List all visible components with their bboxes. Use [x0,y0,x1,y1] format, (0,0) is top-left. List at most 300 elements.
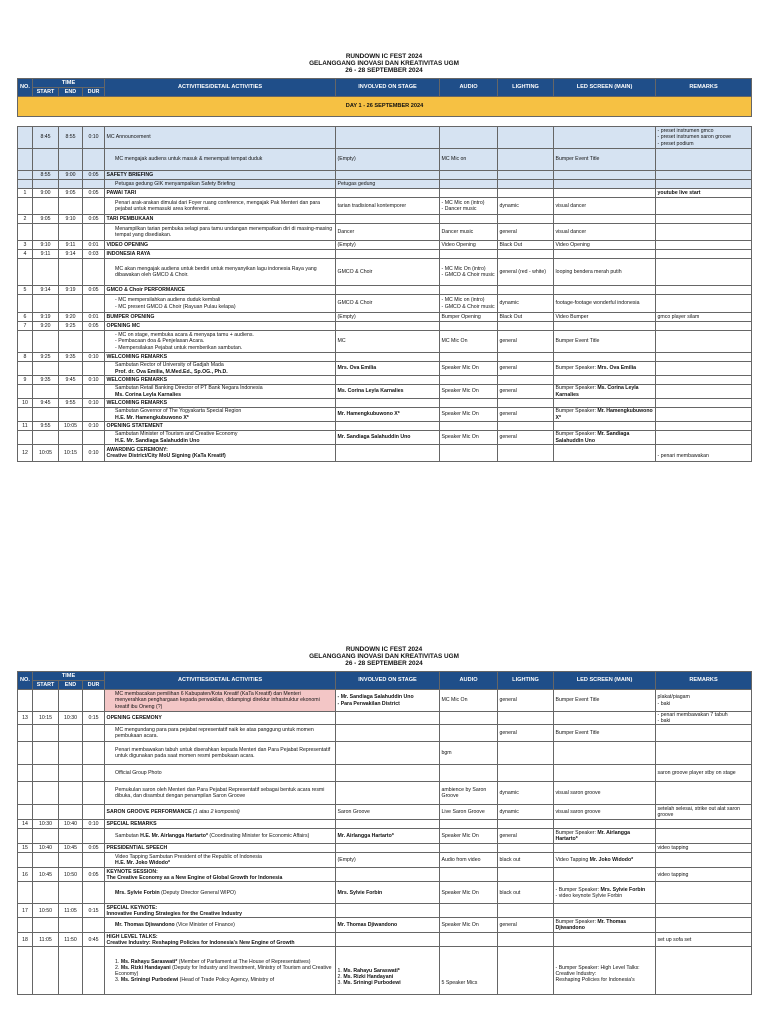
audio [440,844,498,853]
end-time [59,362,83,376]
table-row [18,742,752,765]
involved-on-stage [336,844,440,853]
duration [83,149,105,171]
table-row [18,431,752,445]
start-time [33,149,59,171]
col-lighting: LIGHTING [498,79,554,97]
lighting [498,820,554,829]
involved-on-stage [336,765,440,782]
involved-on-stage: Mrs. Ova Emilia [336,362,440,376]
col-activities: ACTIVITIES/DETAIL ACTIVITIES [105,79,336,97]
duration [83,947,105,995]
table-row [18,286,752,295]
col-remarks: REMARKS [656,672,752,690]
row-number [18,295,33,313]
involved-on-stage: (Empty) [336,149,440,171]
audio: Bumper Opening [440,313,498,322]
duration [83,805,105,820]
duration: 0:05 [83,171,105,180]
audio: bgm [440,742,498,765]
involved-on-stage: GMCO & Choir [336,295,440,313]
lighting: general (red - white) [498,259,554,286]
duration: 0:15 [83,904,105,918]
duration [83,782,105,805]
end-time [59,853,83,868]
audio: Speaker Mic On [440,882,498,904]
remarks: setelah selesai, strike out alat saron groove [656,805,752,820]
table-row [18,385,752,399]
led-screen [554,353,656,362]
audio [440,445,498,462]
start-time: 10:05 [33,445,59,462]
col-dur: DUR [83,88,105,97]
end-time [59,805,83,820]
lighting: general [498,431,554,445]
audio: ambience by Saron Groove [440,782,498,805]
end-time: 10:45 [59,844,83,853]
remarks [656,904,752,918]
table-row [18,198,752,215]
row-number [18,725,33,742]
activity: MC mengajak audiens untuk masuk & menempati tempat duduk [105,149,336,171]
duration [83,295,105,313]
rundown-table-page-2 [17,671,752,995]
remarks [656,331,752,353]
end-time [59,782,83,805]
lighting [498,947,554,995]
involved-on-stage: Mr. Sandiaga Salahuddin Uno [336,431,440,445]
lighting [498,399,554,408]
end-time [59,882,83,904]
table-row [18,712,752,725]
lighting [498,250,554,259]
activity: Petugas gedung GIK menyampaikan Safety Briefing [105,180,336,189]
activity: Official Group Photo [105,765,336,782]
col-end: END [59,681,83,690]
duration: 0:05 [83,868,105,882]
remarks [656,782,752,805]
table-row [18,180,752,189]
col-led: LED SCREEN (MAIN) [554,79,656,97]
led-screen: Bumper Speaker: Mr. Sandiaga Salahuddin Uno [554,431,656,445]
row-number [18,882,33,904]
document-date: 26 - 28 SEPTEMBER 2024 [345,67,423,74]
document-subtitle: GELANGGANG INOVASI DAN KREATIVITAS UGM [309,653,459,660]
end-time [59,331,83,353]
audio [440,422,498,431]
col-end: END [59,88,83,97]
table-row [18,376,752,385]
activity: Sambutan Minister of Tourism and Creative Economy H.E. Mr. Sandiaga Salahuddin Uno [105,431,336,445]
row-number [18,742,33,765]
document-date: 26 - 28 SEPTEMBER 2024 [345,660,423,667]
start-time: 9:14 [33,286,59,295]
end-time [59,742,83,765]
row-number: 2 [18,215,33,224]
row-number [18,829,33,844]
end-time [59,259,83,286]
remarks [656,882,752,904]
table-row [18,408,752,422]
audio [440,904,498,918]
table-row [18,805,752,820]
end-time: 11:50 [59,933,83,947]
table-header [18,672,752,690]
row-number [18,180,33,189]
start-time [33,947,59,995]
end-time [59,947,83,995]
involved-on-stage [336,376,440,385]
audio [440,215,498,224]
row-number: 16 [18,868,33,882]
activity: OPENING MC [105,322,336,331]
end-time [59,765,83,782]
lighting: Black Out [498,241,554,250]
remarks [656,198,752,215]
table-row [18,399,752,408]
audio [440,725,498,742]
lighting [498,844,554,853]
activity: HIGH LEVEL TALKS: Creative Industry: Reshaping Policies for Indonesia's New Engine of Growth [105,933,336,947]
involved-on-stage [336,399,440,408]
led-screen [554,445,656,462]
end-time [59,295,83,313]
led-screen [554,286,656,295]
end-time [59,408,83,422]
remarks [656,171,752,180]
led-screen [554,904,656,918]
remarks: saron groove player stby on stage [656,765,752,782]
start-time [33,690,59,712]
document-subtitle: GELANGGANG INOVASI DAN KREATIVITAS UGM [309,60,459,67]
involved-on-stage [336,353,440,362]
table-row [18,259,752,286]
start-time [33,385,59,399]
remarks [656,431,752,445]
involved-on-stage: (Empty) [336,241,440,250]
involved-on-stage: Dancer [336,224,440,241]
involved-on-stage: Mr. Hamengkubuwono X* [336,408,440,422]
led-screen: Bumper Speaker: Mrs. Ova Emilia [554,362,656,376]
end-time: 8:55 [59,127,83,149]
involved-on-stage [336,286,440,295]
row-number: 13 [18,712,33,725]
involved-on-stage: Petugas gedung [336,180,440,189]
duration: 0:10 [83,376,105,385]
duration [83,408,105,422]
audio [440,712,498,725]
table-row [18,241,752,250]
col-no: NO. [18,79,33,97]
col-remarks: REMARKS [656,79,752,97]
activity: Pemukulan saron oleh Menteri dan Para Pejabat Representatif sebagai bentuk acara resmi dibuka, dan disambut dengan penampilan Saron Groove [105,782,336,805]
table-row [18,844,752,853]
start-time [33,331,59,353]
row-number [18,127,33,149]
involved-on-stage: (Empty) [336,313,440,322]
start-time [33,259,59,286]
document-title: RUNDOWN IC FEST 2024 [345,646,423,653]
remarks [656,408,752,422]
lighting [498,189,554,198]
activity: MC membacakan pemilihan 6 Kabupaten/Kota Kreatif (KaTa Kreatif) dan Menteri menyerahkan penghargaan kepada perwakilan, didampingi direktur infrastruktur ekonomi kreatif ibu Oneng (?) [105,690,336,712]
row-number [18,690,33,712]
activity: - MC on stage, membuka acara & menyapa tamu + audiens. - Pembacaan doa & Penjelasan Acara. - Mempersilakan Pejabat untuk memberikan sambutan. [105,331,336,353]
lighting: Black Out [498,313,554,322]
involved-on-stage [336,712,440,725]
lighting [498,868,554,882]
led-screen: visual saron groove [554,805,656,820]
end-time [59,149,83,171]
row-number [18,171,33,180]
activity: WELCOMING REMARKS [105,353,336,362]
row-number [18,198,33,215]
lighting [498,765,554,782]
row-number: 14 [18,820,33,829]
activity: Sambutan Governor of The Yogyakarta Special Region H.E. Mr. Hamengkubuwono X* [105,408,336,422]
activity: KEYNOTE SESSION: The Creative Economy as a New Engine of Global Growth for Indonesia [105,868,336,882]
led-screen [554,250,656,259]
col-dur: DUR [83,681,105,690]
end-time: 10:15 [59,445,83,462]
table-row [18,820,752,829]
lighting: general [498,408,554,422]
activity: Mr. Thomas Djiwandono (Vice Minister of Finance) [105,918,336,933]
led-screen [554,376,656,385]
audio: Dancer music [440,224,498,241]
audio [440,171,498,180]
led-screen [554,180,656,189]
row-number [18,805,33,820]
led-screen [554,189,656,198]
end-time: 9:10 [59,215,83,224]
led-screen [554,765,656,782]
start-time [33,829,59,844]
involved-on-stage: Mr. Thomas Djiwandono [336,918,440,933]
lighting [498,712,554,725]
involved-on-stage: - Mr. Sandiaga Salahuddin Uno - Para Perwakilan District [336,690,440,712]
led-screen [554,215,656,224]
start-time: 9:19 [33,313,59,322]
led-screen: Video Opening [554,241,656,250]
row-number: 9 [18,376,33,385]
col-lighting: LIGHTING [498,672,554,690]
row-number [18,259,33,286]
duration: 0:01 [83,313,105,322]
start-time [33,180,59,189]
end-time: 9:25 [59,322,83,331]
lighting [498,171,554,180]
involved-on-stage: 1. Ms. Rahayu Saraswati* 2. Ms. Rizki Handayani 3. Ms. Sriningi Purbodewi [336,947,440,995]
remarks [656,947,752,995]
duration [83,742,105,765]
lighting: general [498,224,554,241]
lighting [498,933,554,947]
involved-on-stage [336,933,440,947]
audio: Live Saron Groove [440,805,498,820]
audio [440,868,498,882]
duration [83,431,105,445]
remarks [656,250,752,259]
duration: 0:03 [83,250,105,259]
end-time [59,431,83,445]
end-time: 9:20 [59,313,83,322]
remarks: video tapping [656,844,752,853]
start-time: 9:35 [33,376,59,385]
activity: PRESIDENTIAL SPEECH [105,844,336,853]
led-screen: Bumper Event Title [554,149,656,171]
table-row [18,322,752,331]
involved-on-stage [336,820,440,829]
duration [83,198,105,215]
col-start: START [33,88,59,97]
duration: 0:05 [83,189,105,198]
row-number: 15 [18,844,33,853]
audio: Speaker Mic On [440,385,498,399]
col-no: NO. [18,672,33,690]
table-row [18,918,752,933]
duration [83,829,105,844]
remarks [656,295,752,313]
table-row [18,353,752,362]
end-time [59,385,83,399]
start-time [33,742,59,765]
involved-on-stage: Ms. Corina Leyla Karnalies [336,385,440,399]
start-time [33,362,59,376]
remarks [656,224,752,241]
duration [83,180,105,189]
remarks [656,742,752,765]
remarks [656,853,752,868]
table-row [18,782,752,805]
audio [440,127,498,149]
document-title: RUNDOWN IC FEST 2024 [345,53,423,60]
duration [83,259,105,286]
end-time: 9:19 [59,286,83,295]
led-screen: visual saron groove [554,782,656,805]
audio [440,376,498,385]
row-number [18,782,33,805]
row-number [18,385,33,399]
row-number: 10 [18,399,33,408]
activity: SARON GROOVE PERFORMANCE (1 atau 2 komposisi) [105,805,336,820]
table-row [18,868,752,882]
audio: 5 Speaker Mics [440,947,498,995]
audio: - MC Mic on (intro) - Dancer music [440,198,498,215]
duration [83,882,105,904]
led-screen [554,820,656,829]
col-audio: AUDIO [440,79,498,97]
start-time: 8:55 [33,171,59,180]
involved-on-stage [336,250,440,259]
involved-on-stage [336,127,440,149]
duration [83,918,105,933]
table-row [18,224,752,241]
remarks: plakat/piagam - baki [656,690,752,712]
activity: WELCOMING REMARKS [105,399,336,408]
row-number: 1 [18,189,33,198]
table-row [18,422,752,431]
audio [440,250,498,259]
row-number: 3 [18,241,33,250]
lighting: general [498,918,554,933]
start-time [33,918,59,933]
audio: MC Mic On [440,690,498,712]
led-screen: Bumper Event Title [554,725,656,742]
involved-on-stage: Saron Groove [336,805,440,820]
lighting: general [498,829,554,844]
audio [440,286,498,295]
lighting [498,445,554,462]
lighting: black out [498,853,554,868]
lighting: general [498,385,554,399]
start-time [33,882,59,904]
led-screen: Bumper Speaker: Ms. Corina Leyla Karnalies [554,385,656,399]
col-activities: ACTIVITIES/DETAIL ACTIVITIES [105,672,336,690]
start-time [33,198,59,215]
lighting [498,215,554,224]
led-screen: Bumper Event Title [554,690,656,712]
row-number: 6 [18,313,33,322]
remarks: video tapping [656,868,752,882]
duration [83,690,105,712]
row-number [18,853,33,868]
table-row [18,295,752,313]
activity: Penari arak-arakan dimulai dari Foyer ruang conference, mengajak Pak Menteri dan para pejabat untuk memasuki area konferensi. [105,198,336,215]
audio [440,820,498,829]
duration: 0:10 [83,445,105,462]
end-time [59,829,83,844]
activity: BUMPER OPENING [105,313,336,322]
row-number: 5 [18,286,33,295]
led-screen: visual dancer [554,224,656,241]
end-time [59,180,83,189]
col-start: START [33,681,59,690]
audio: Speaker Mic On [440,408,498,422]
table-row [18,947,752,995]
end-time [59,918,83,933]
lighting [498,180,554,189]
led-screen [554,171,656,180]
involved-on-stage [336,171,440,180]
end-time: 10:05 [59,422,83,431]
led-screen: Bumper Speaker: Mr. Airlangga Hartarto* [554,829,656,844]
audio [440,765,498,782]
end-time [59,224,83,241]
end-time: 9:35 [59,353,83,362]
row-number: 7 [18,322,33,331]
activity: WELCOMING REMARKS [105,376,336,385]
start-time [33,224,59,241]
led-screen [554,127,656,149]
audio [440,322,498,331]
row-number: 12 [18,445,33,462]
start-time: 9:05 [33,215,59,224]
audio: Audio from video [440,853,498,868]
col-led: LED SCREEN (MAIN) [554,672,656,690]
remarks [656,180,752,189]
activity: PAWAI TARI [105,189,336,198]
led-screen [554,399,656,408]
led-screen: Bumper Speaker: Mr. Hamengkubuwono X* [554,408,656,422]
row-number [18,918,33,933]
activity: TARI PEMBUKAAN [105,215,336,224]
table-row [18,765,752,782]
row-number: 18 [18,933,33,947]
start-time: 9:20 [33,322,59,331]
led-screen: visual dancer [554,198,656,215]
table-row [18,215,752,224]
